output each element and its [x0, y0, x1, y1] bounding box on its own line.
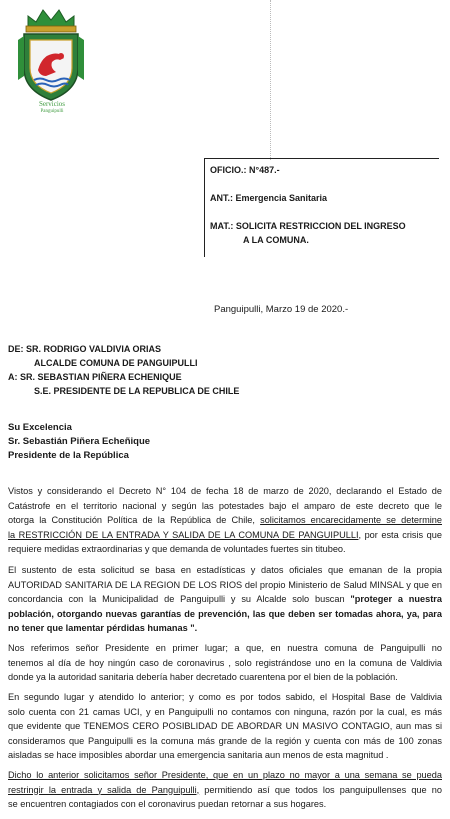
salutation-line1: Su Excelencia: [8, 422, 72, 433]
letter-date: Panguipulli, Marzo 19 de 2020.-: [214, 304, 349, 315]
paragraph-line: Dicho lo anterior solicitamos señor Presidente, que en un plazo no mayor a una semana se pueda: [8, 770, 442, 780]
paragraph-line: En segundo lugar y atendido lo anterior; y como es por todos sabido, el Hospital Base de Valdivia: [8, 692, 442, 702]
antecedent: ANT.: Emergencia Sanitaria: [210, 193, 328, 203]
paragraph-4: [8, 690, 442, 763]
paragraph-line: requiere medidas extraordinarias y que demanda de voluntades fuertes sin titubeo.: [8, 544, 346, 554]
to-line: A: SR. SEBASTIAN PIÑERA ECHENIQUE: [8, 372, 182, 382]
paragraph-3: [8, 641, 442, 685]
paragraph-line: aisladas se hace imposibles abordar una emergencia sanitaria aun menos de esta magnitud .: [8, 750, 389, 760]
paragraph-1: [8, 484, 442, 557]
salutation-line2: Sr. Sebastián Piñera Echeñique: [8, 436, 151, 447]
from-title: ALCALDE COMUNA DE PANGUIPULLI: [34, 358, 198, 368]
paragraph-2: [8, 563, 442, 636]
paragraph-line: Nos referimos señor Presidente en primer lugar; a que, en nuestra comuna de Panguipulli no: [8, 643, 442, 653]
fold-line: [270, 0, 271, 160]
reference-box: [204, 158, 439, 257]
paragraph-line: [8, 513, 442, 528]
text-run: otorga la Constitución Política de la República de Chile,: [8, 515, 261, 525]
subject-line2: A LA COMUNA.: [243, 235, 309, 245]
bold-text: "proteger a nuestra: [350, 594, 442, 604]
text-run: , por esta crisis que: [358, 529, 442, 540]
paragraph-line: no tener que lamentar pérdidas humanas ".: [8, 623, 198, 633]
subject-line1: MAT.: SOLICITA RESTRICCION DEL INGRESO: [210, 221, 406, 231]
paragraph-line: Catástrofe en el territorio nacional y según las potestades bajo el amparo de este decreto que le: [8, 500, 442, 511]
municipal-crest-logo: [16, 6, 86, 104]
crest-caption: [28, 100, 76, 116]
text-run: concordancia con la Municipalidad de Panguipulli y su Alcalde solo buscan: [8, 594, 351, 604]
salutation-line3: Presidente de la República: [8, 450, 129, 461]
to-title: S.E. PRESIDENTE DE LA REPUBLICA DE CHILE: [34, 386, 240, 396]
crest-caption-line1: Servicios: [38, 100, 66, 108]
paragraph-5: [8, 768, 442, 812]
paragraph-line: tenemos al día de hoy ningún caso de coronavirus , solo registrándose uno en la comuna de Valdivia: [8, 657, 442, 668]
from-line: DE: SR. RODRIGO VALDIVIA ORIAS: [8, 344, 162, 354]
paragraph-line: Vistos y considerando el Decreto N° 104 de fecha 18 de marzo de 2020, declarando el Estado de: [8, 486, 442, 496]
underlined-text: solicitamos encarecidamente se determine: [260, 515, 442, 525]
paragraph-line: [8, 528, 442, 543]
paragraph-line: donde ya la autoridad sanitaria debería haber decretado cuarentena por el bien de la población.: [8, 672, 398, 682]
paragraph-line: AUTORIDAD SANITARIA DE LA REGION DE LOS RIOS del propio Ministerio de Salud MINSAL y que en: [8, 579, 442, 590]
crest-caption-line2: Panguipulli: [40, 109, 64, 114]
paragraph-line: [8, 592, 442, 607]
oficio-number: OFICIO.: N°487.-: [210, 165, 280, 175]
underlined-text: restringir la entrada y salida de Panguipulli,: [8, 784, 200, 795]
paragraph-line: se encuentren contagiados con el coronavirus puedan retornar a sus hogares.: [8, 799, 327, 809]
paragraph-line: que evidente que TENEMOS CERO POSIBLIDAD DE ABORDAR UN MASIVO CONTAGIO, aun mas si: [8, 721, 442, 731]
underlined-text: la RESTRICCIÓN DE LA ENTRADA Y SALIDA DE LA COMUNA DE PANGUIPULLI: [8, 529, 359, 540]
text-run: permitiendo así que todos los panguipullenses que no: [199, 784, 442, 795]
paragraph-line: [8, 783, 442, 798]
paragraph-line: El sustento de esta solicitud se basa en estadísticas y datos oficiales que emanan de la propia: [8, 565, 442, 575]
paragraph-line: consideramos que Panguipulli es la comuna más grande de la región y cuenta con más de 100 zonas: [8, 735, 442, 746]
paragraph-line: población, otorgando nuevas garantías de prevención, las que deben ser tomadas ahora, ya, para: [8, 608, 442, 619]
paragraph-line: solo cuenta con 21 camas UCI, y en Panguipulli no contamos con ninguna, razón por la cual, es más: [8, 706, 442, 717]
